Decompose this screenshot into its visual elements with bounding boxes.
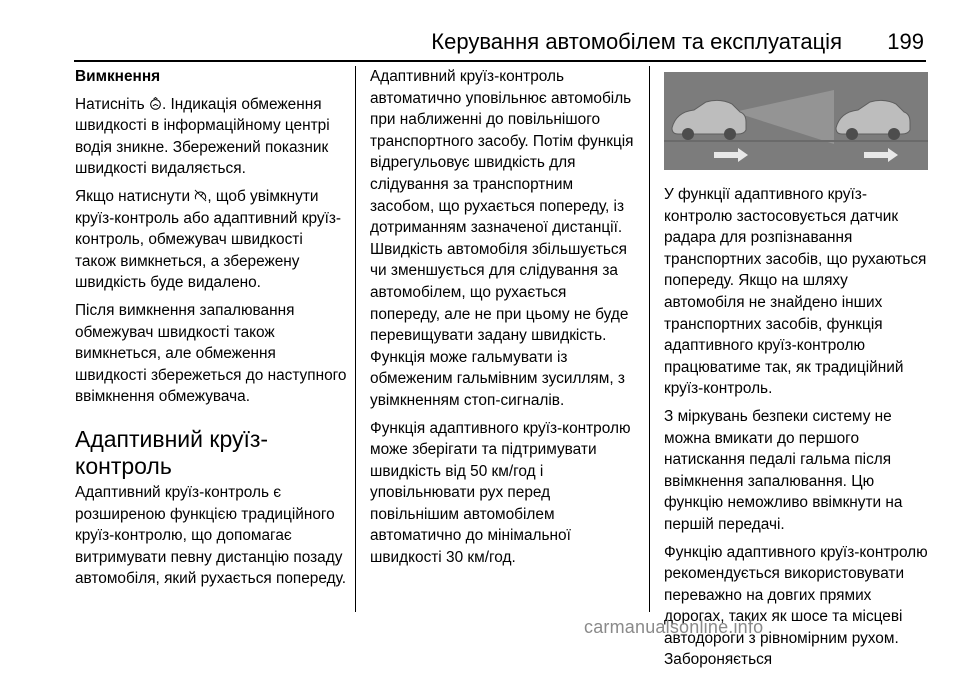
header-title: Керування автомобілем та експлуатація [431, 29, 842, 54]
paragraph-text: Якщо натиснути [75, 187, 195, 205]
radar-illustration [664, 72, 928, 170]
paragraph: Після вимкнення запалювання обмежувач швидкості також вимкнеться, але обмеження швидкості збережеться до наступного ввімкнення обмежувача. [75, 301, 347, 406]
cruise-control-icon [194, 189, 207, 202]
paragraph: Адаптивний круїз-контроль автоматично уповільнює автомобіль при наближенні до повільнішого транспортного засобу. Потім функція відрегульовує швидкість для слідування за транспортним засобом, що рухається попереду, із дотриманням зазначеної дистанції. Швидкість автомобіля збільшується чи зменшується для слідування за автомобілем, що рухається попереду, але не при цьому не буде перевищувати задану швидкість. Функція може гальмувати із обмеженим гальмівним зусиллям, з увімкненням стоп-сигналів. [370, 68, 634, 409]
column-2 [370, 66, 634, 575]
column-divider-2 [649, 66, 650, 612]
paragraph: З міркувань безпеки систему не можна вмикати до першого натискання педалі гальма після ввімкнення запалювання. Цю функцію неможливо ввімкнути на першій передачі. [664, 407, 903, 533]
watermark: carmanualsonline.info [584, 617, 764, 637]
section-title-adaptive-cruise: Адаптивний круїз-контроль [75, 425, 269, 479]
radar-illustration-graphic [664, 72, 928, 170]
paragraph: Адаптивний круїз-контроль є розширеною функцією традиційного круїз-контролю, що допомагає витримувати певну дистанцію позаду автомобіля, який рухається попереду. [75, 483, 346, 588]
front-car-wheel [888, 128, 900, 140]
page-number: 199 [887, 29, 924, 54]
paragraph: У функції адаптивного круїз-контролю застосовується датчик радара для розпізнавання транспортних засобів, що рухаються попереду. Якщо на шляху автомобіля не знайдено інших транспортних засобів, функція адаптивного круїз-контролю працюватиме так, як традиційний круїз-контроль. [664, 186, 927, 398]
header-rule [74, 60, 926, 62]
paragraph-text: , щоб увімкнути круїз-контроль або адаптивний круїз-контроль, обмежувач швидкості також вимкнеться, а збережену швидкість буде видалено. [75, 187, 342, 292]
subheading-switch-off: Вимкнення [75, 68, 161, 85]
column-1 [75, 66, 347, 596]
speed-limiter-icon [149, 97, 162, 110]
paragraph [75, 94, 347, 180]
rear-car-wheel [724, 128, 736, 140]
front-car-wheel [846, 128, 858, 140]
column-divider-1 [355, 66, 356, 612]
paragraph: Функція адаптивного круїз-контролю може зберігати та підтримувати швидкість від 50 км/год і уповільнювати рух перед повільнішим автомобілем автоматично до мінімальної швидкості 30 км/год. [370, 419, 631, 567]
column-3 [664, 184, 928, 677]
page-header [0, 0, 960, 58]
paragraph-text: . Індикація обмеження швидкості в інформаційному центрі водія зникне. Збережений показник швидкості видаляється. [75, 95, 330, 178]
paragraph-text: Натисніть [75, 95, 149, 113]
rear-car-wheel [682, 128, 694, 140]
paragraph [75, 186, 347, 294]
paragraph: Функцію адаптивного круїз-контролю рекомендується використовувати переважно на довгих прямих дорогах, таких як шосе та місцеві автодороги з рівномірним рухом. Забороняється [664, 543, 928, 669]
